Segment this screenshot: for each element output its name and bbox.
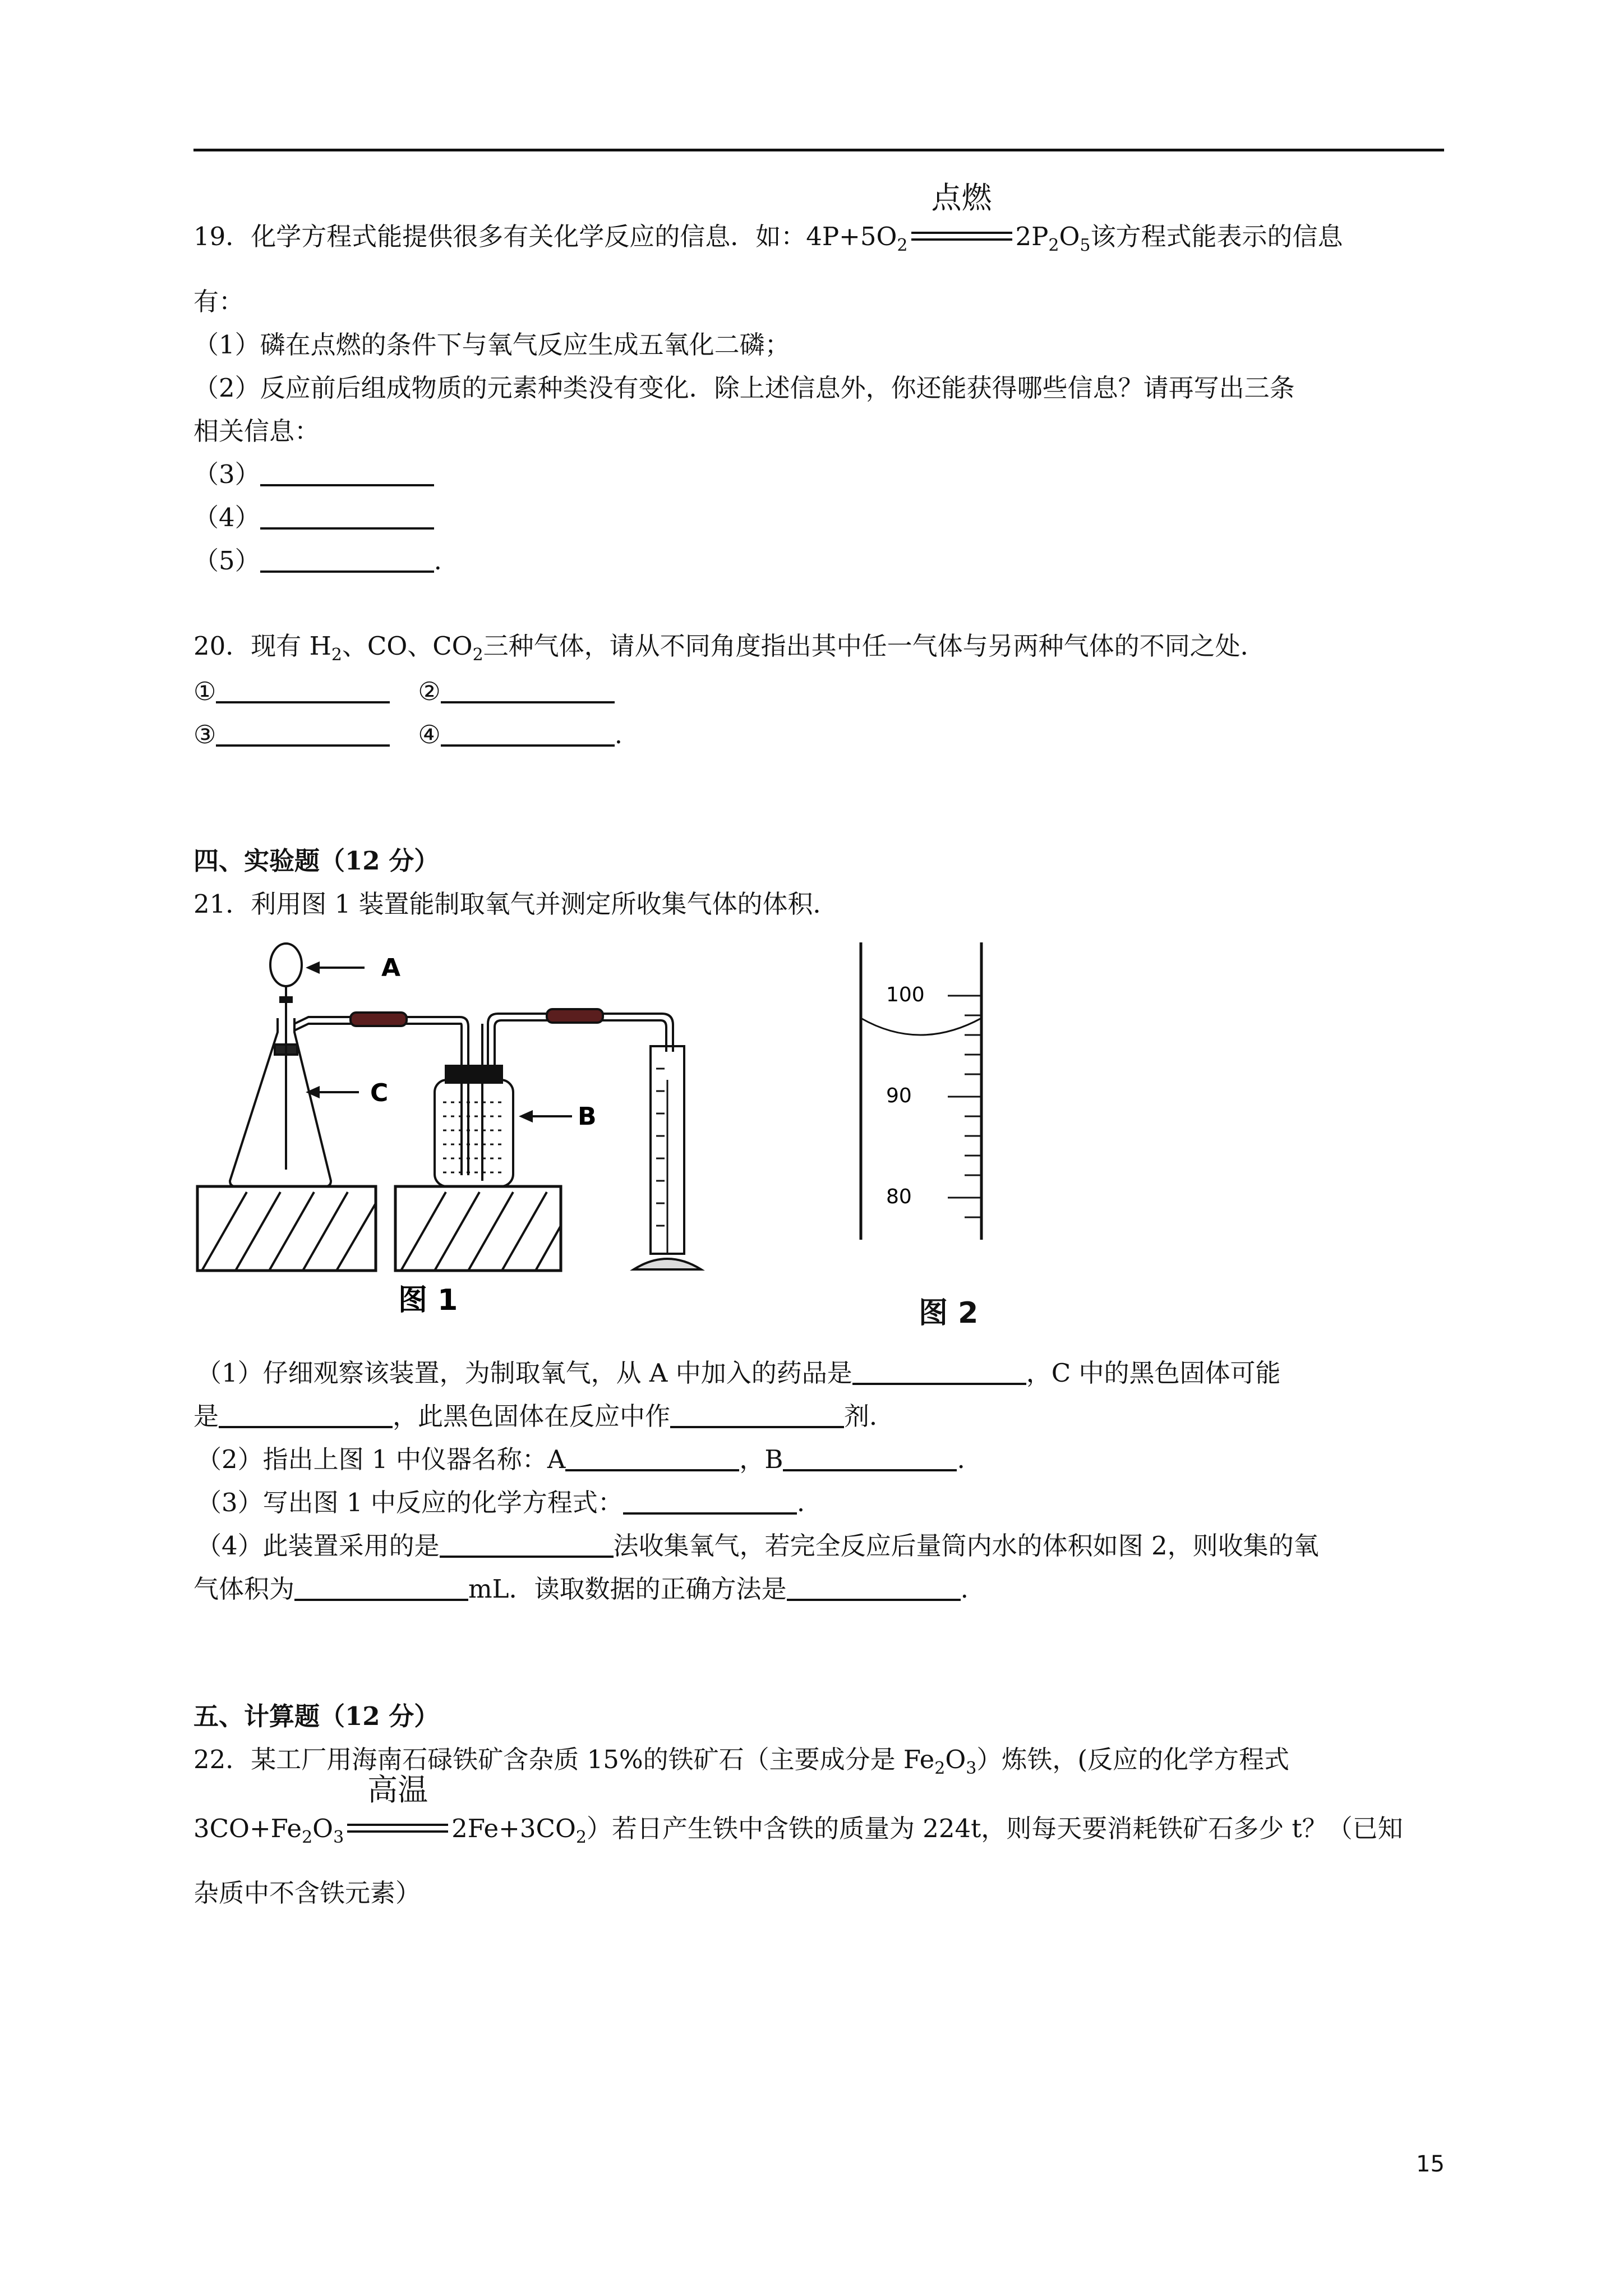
- figure-1-apparatus: [191, 934, 763, 1317]
- eq-condition-high-temp: 高温: [347, 1815, 448, 1839]
- answer-blank[interactable]: [294, 1574, 468, 1601]
- left-platform: [197, 1186, 376, 1271]
- q19-blank4: （4）: [193, 501, 434, 535]
- answer-blank[interactable]: [260, 459, 434, 486]
- q19-blank3: （3）: [193, 458, 434, 491]
- label-b: B: [578, 1102, 597, 1131]
- answer-blank[interactable]: [441, 677, 615, 703]
- q22-line1: 22．某工厂用海南石碌铁矿含杂质 15%的铁矿石（主要成分是 $Fe_2O_3$）炼铁，(反应的化学方程式: [193, 1745, 1289, 1778]
- answer-blank[interactable]: [623, 1488, 797, 1515]
- middle-platform: [395, 1186, 561, 1271]
- section-5-title: 五、计算题（12 分）: [193, 1701, 440, 1731]
- answer-blank[interactable]: [783, 1444, 957, 1471]
- q19-item2a: （2）反应前后组成物质的元素种类没有变化．除上述信息外，你还能获得哪些信息？请再写出三条: [193, 373, 1295, 403]
- header-rule: [193, 149, 1444, 151]
- q19-item2b: 相关信息：: [193, 416, 320, 446]
- answer-blank[interactable]: [260, 503, 434, 530]
- answer-blank[interactable]: [787, 1574, 961, 1601]
- answer-blank[interactable]: [260, 546, 434, 573]
- conical-flask: [230, 1018, 331, 1186]
- scale-80: 80: [886, 1185, 912, 1208]
- figure-1-caption: 图 1: [398, 1283, 458, 1317]
- answer-blank[interactable]: [565, 1444, 739, 1471]
- eq-condition-ignite: 点燃: [911, 223, 1012, 247]
- outlet-tube: [488, 1009, 673, 1066]
- figure-2-caption: 图 2: [919, 1296, 979, 1330]
- q21-p1a: （1）仔细观察该装置，为制取氧气，从 A 中加入的药品是 ，C 中的黑色固体可能: [196, 1358, 1281, 1388]
- q21-p4b: 气体积为 mL．读取数据的正确方法是 .: [193, 1574, 969, 1604]
- q20-blanks-row2: ③ ④ .: [193, 720, 623, 749]
- q21-p1b: 是 ，此黑色固体在反应中作 剂．: [193, 1401, 895, 1431]
- page-number: 15: [1416, 2151, 1445, 2177]
- q19-line1: 19．化学方程式能提供很多有关化学反应的信息．如：$4P+5O_2$ 点燃 $2P_2O_5$该方程式能表示的信息: [193, 180, 1343, 255]
- q22-line2: $3CO+Fe_2O_3$ 高温 $2Fe+3CO_2$）若日产生铁中含铁的质量为 224t，则每天要消耗铁矿石多少 t？（已知: [193, 1772, 1403, 1847]
- q22-line3: 杂质中不含铁元素）: [193, 1878, 421, 1908]
- q21-p3: （3）写出图 1 中反应的化学方程式： .: [196, 1488, 805, 1517]
- label-a: A: [381, 954, 401, 982]
- label-c: C: [370, 1079, 389, 1107]
- q20-line1: 20．现有 $H_2$、CO、$CO_2$三种气体，请从不同角度指出其中任一气体与另两种气体的不同之处．: [193, 631, 1266, 665]
- q19-item1: （1）磷在点燃的条件下与氧气反应生成五氧化二磷；: [193, 330, 790, 360]
- separatory-funnel: [270, 944, 302, 1170]
- scale-100: 100: [886, 983, 925, 1006]
- answer-blank[interactable]: [216, 677, 390, 703]
- section-4-title: 四、实验题（12 分）: [193, 846, 440, 876]
- scale-90: 90: [886, 1084, 912, 1107]
- q19-line2: 有：: [193, 287, 245, 316]
- answer-blank[interactable]: [216, 720, 390, 747]
- q19-blank5: （5） .: [193, 546, 442, 576]
- q21-intro: 21．利用图 1 装置能制取氧气并测定所收集气体的体积．: [193, 889, 838, 919]
- answer-blank[interactable]: [440, 1531, 614, 1558]
- gas-bottle: [435, 1024, 513, 1186]
- answer-blank[interactable]: [670, 1401, 844, 1428]
- label-arrows: [308, 963, 572, 1121]
- q21-p2: （2）指出上图 1 中仪器名称：A ，B .: [196, 1444, 965, 1474]
- q21-p4a: （4）此装置采用的是 法收集氧气，若完全反应后量筒内水的体积如图 2，则收集的氧: [196, 1531, 1319, 1561]
- answer-blank[interactable]: [219, 1401, 393, 1428]
- answer-blank[interactable]: [441, 720, 615, 747]
- answer-blank[interactable]: [852, 1358, 1026, 1385]
- figure-2-cylinder-scale: [852, 934, 1032, 1248]
- graduated-cylinder: [634, 1046, 701, 1269]
- q20-blanks-row1: ① ②: [193, 675, 615, 708]
